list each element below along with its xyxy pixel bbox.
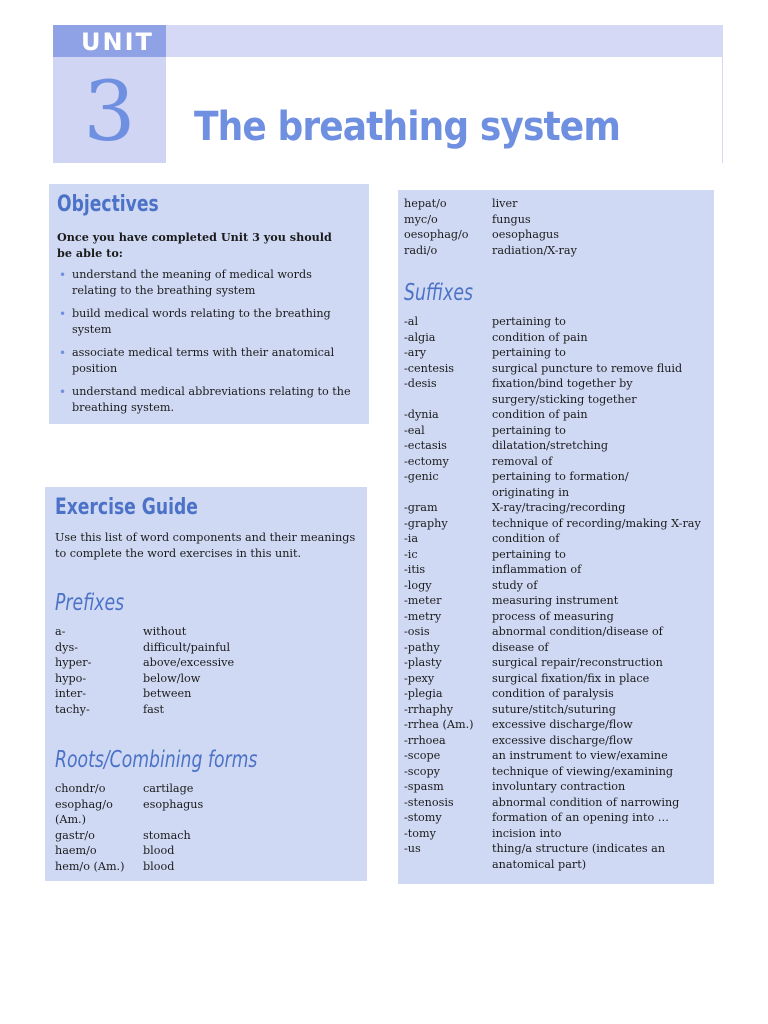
unit-label: UNIT xyxy=(53,25,166,57)
term-meaning: condition of paralysis xyxy=(492,687,614,700)
term: -tomy xyxy=(404,826,436,840)
term: -rrhea (Am.) xyxy=(404,718,474,731)
term: -gram xyxy=(404,501,438,514)
term: -pathy xyxy=(404,640,440,654)
term-meaning: without xyxy=(143,625,187,638)
roots-title: Roots/Combining forms xyxy=(55,747,258,773)
suffixes-title: Suffixes xyxy=(404,280,473,306)
term-row xyxy=(55,655,367,671)
term-meaning: cartilage xyxy=(143,782,194,795)
term-row xyxy=(55,702,367,718)
term: inter- xyxy=(55,687,87,700)
term-row xyxy=(55,781,367,797)
term: -logy xyxy=(404,578,432,592)
term-row xyxy=(404,686,714,702)
term-meaning: technique of viewing/examining xyxy=(492,764,674,778)
objective-item: • understand the meaning of medical words relating to the breathing system xyxy=(59,268,312,297)
term-meaning: fungus xyxy=(492,212,531,226)
term-meaning: an instrument to view/examine xyxy=(492,749,668,762)
term-row xyxy=(404,826,714,842)
term-row xyxy=(404,857,714,873)
term-row xyxy=(404,593,714,609)
term: haem/o xyxy=(55,844,97,857)
term-row xyxy=(404,810,714,826)
term: hepat/o xyxy=(404,197,447,210)
term-row xyxy=(404,361,714,377)
term: -dynia xyxy=(404,408,439,421)
term-meaning: involuntary contraction xyxy=(492,780,626,793)
term-meaning: abnormal condition/disease of xyxy=(492,625,663,638)
term: -rrhoea xyxy=(404,733,446,747)
term: -algia xyxy=(404,330,436,344)
term: -plegia xyxy=(404,687,443,700)
term: tachy- xyxy=(55,702,90,716)
term-row xyxy=(404,485,714,501)
term-meaning: blood xyxy=(143,844,175,857)
term-row xyxy=(404,500,714,516)
term-meaning: technique of recording/making X-ray xyxy=(492,516,701,530)
term-meaning: pertaining to xyxy=(492,423,566,437)
term: -genic xyxy=(404,470,439,483)
term-row xyxy=(404,454,714,470)
term-meaning: oesophagus xyxy=(492,228,559,241)
header-divider xyxy=(722,57,723,163)
term: -al xyxy=(404,315,419,328)
term: esophag/o xyxy=(55,797,113,811)
term-row xyxy=(404,345,714,361)
term-meaning: thing/a structure (indicates an xyxy=(492,842,666,855)
term-row xyxy=(404,196,714,212)
objectives-box xyxy=(49,184,369,424)
term: -scopy xyxy=(404,764,441,778)
term: (Am.) xyxy=(55,813,86,826)
term: -ectomy xyxy=(404,454,449,468)
term-meaning: disease of xyxy=(492,640,549,654)
bullet-icon: • xyxy=(59,307,67,321)
term: -desis xyxy=(404,377,437,390)
bullet-icon: • xyxy=(59,385,67,399)
term-row xyxy=(404,609,714,625)
term-row xyxy=(404,531,714,547)
exercise-guide-intro: Use this list of word components and their meanings to complete the word exercises in this unit. xyxy=(55,531,356,560)
term: -us xyxy=(404,842,421,855)
term-row xyxy=(404,438,714,454)
term: -spasm xyxy=(404,780,444,793)
term-meaning: measuring instrument xyxy=(492,594,619,607)
term-row xyxy=(404,795,714,811)
term-meaning: removal of xyxy=(492,454,553,468)
term: hyper- xyxy=(55,656,92,669)
term: -stenosis xyxy=(404,795,454,809)
term: -osis xyxy=(404,625,430,638)
term: dys- xyxy=(55,640,79,654)
term: -ic xyxy=(404,547,418,561)
term-row xyxy=(404,516,714,532)
term-row xyxy=(55,828,367,844)
term: -stomy xyxy=(404,811,442,824)
term-row xyxy=(404,376,714,392)
term: a- xyxy=(55,625,66,638)
term-row xyxy=(404,748,714,764)
bullet-icon: • xyxy=(59,268,67,282)
term-meaning: fast xyxy=(143,702,165,716)
term: -graphy xyxy=(404,516,448,530)
term-row xyxy=(55,671,367,687)
term-row xyxy=(404,407,714,423)
term-meaning: surgical fixation/fix in place xyxy=(492,671,650,685)
term-row xyxy=(404,671,714,687)
term-meaning: blood xyxy=(143,859,175,873)
term-row xyxy=(404,841,714,857)
term-meaning: liver xyxy=(492,197,518,210)
term-meaning: surgery/sticking together xyxy=(492,392,637,406)
term-row xyxy=(404,243,714,259)
term-meaning: process of measuring xyxy=(492,609,614,623)
unit-number: 3 xyxy=(53,57,166,163)
term: hypo- xyxy=(55,671,87,685)
term-meaning: radiation/X-ray xyxy=(492,243,577,257)
term-row xyxy=(55,812,367,828)
term: -scope xyxy=(404,749,441,762)
term-row xyxy=(404,314,714,330)
term-meaning: surgical puncture to remove fluid xyxy=(492,361,683,375)
term xyxy=(404,392,492,408)
term-meaning: fixation/bind together by xyxy=(492,377,633,390)
suffixes-list xyxy=(404,314,714,872)
term: -itis xyxy=(404,563,426,576)
term-row xyxy=(404,733,714,749)
term-meaning: below/low xyxy=(143,671,201,685)
word-components-panel xyxy=(398,190,714,884)
term-meaning: condition of xyxy=(492,532,560,545)
term-meaning: difficult/painful xyxy=(143,640,231,654)
term-row xyxy=(55,640,367,656)
page-title: The breathing system xyxy=(194,104,620,150)
term-row xyxy=(404,655,714,671)
term-meaning: formation of an opening into … xyxy=(492,811,669,824)
term: -pexy xyxy=(404,671,435,685)
term-meaning: pertaining to xyxy=(492,315,566,328)
term-row xyxy=(55,843,367,859)
term: -meter xyxy=(404,594,442,607)
term-meaning: condition of pain xyxy=(492,408,588,421)
term-row xyxy=(404,624,714,640)
term: oesophag/o xyxy=(404,228,469,241)
exercise-guide-title: Exercise Guide xyxy=(55,495,198,520)
term: -rrhaphy xyxy=(404,702,454,716)
term-row xyxy=(404,764,714,780)
term-meaning: abnormal condition of narrowing xyxy=(492,795,680,809)
term: myc/o xyxy=(404,212,438,226)
term: -centesis xyxy=(404,361,455,375)
term: -ary xyxy=(404,346,427,359)
term-meaning: surgical repair/reconstruction xyxy=(492,656,663,669)
term-row xyxy=(404,562,714,578)
term-row xyxy=(404,578,714,594)
prefixes-title: Prefixes xyxy=(55,590,125,616)
term-meaning: pertaining to xyxy=(492,346,566,359)
term: -eal xyxy=(404,423,425,437)
term: hem/o (Am.) xyxy=(55,859,125,873)
term-meaning: esophagus xyxy=(143,797,204,811)
term-row xyxy=(404,423,714,439)
term-meaning: pertaining to formation/ xyxy=(492,470,629,483)
roots-continued-list xyxy=(404,196,714,258)
term-row xyxy=(404,212,714,228)
term-meaning: dilatation/stretching xyxy=(492,439,609,452)
term-meaning: excessive discharge/flow xyxy=(492,733,633,747)
term-row xyxy=(404,227,714,243)
term-meaning: suture/stitch/suturing xyxy=(492,702,616,716)
term: -metry xyxy=(404,609,442,623)
term-row xyxy=(404,640,714,656)
term-meaning: originating in xyxy=(492,485,570,499)
term-meaning: stomach xyxy=(143,828,191,842)
objective-item: • build medical words relating to the breathing system xyxy=(59,307,331,336)
term-meaning xyxy=(143,812,367,828)
term-row xyxy=(404,779,714,795)
term-row xyxy=(404,392,714,408)
objective-item: • understand medical abbreviations relating to the breathing system. xyxy=(59,385,351,414)
term-meaning: inflammation of xyxy=(492,563,582,576)
term-row xyxy=(404,330,714,346)
term-meaning: condition of pain xyxy=(492,330,588,344)
term-meaning: study of xyxy=(492,578,538,592)
term-meaning: incision into xyxy=(492,826,562,840)
roots-list xyxy=(55,781,367,874)
term: gastr/o xyxy=(55,828,95,842)
term-row xyxy=(404,717,714,733)
term: chondr/o xyxy=(55,782,106,795)
term-row xyxy=(55,686,367,702)
term xyxy=(404,857,492,873)
term-meaning: between xyxy=(143,687,192,700)
objectives-intro: Once you have completed Unit 3 you should be able to: xyxy=(57,230,332,260)
objective-item: • associate medical terms with their anatomical position xyxy=(59,346,335,375)
objectives-list xyxy=(57,267,352,416)
term-meaning: X-ray/tracing/recording xyxy=(492,501,626,514)
objectives-title: Objectives xyxy=(57,192,159,217)
term: radi/o xyxy=(404,243,438,257)
term-meaning: anatomical part) xyxy=(492,857,587,871)
term: -ectasis xyxy=(404,439,447,452)
term-meaning: above/excessive xyxy=(143,656,235,669)
term-row xyxy=(404,702,714,718)
term: -ia xyxy=(404,532,419,545)
term-row xyxy=(55,797,367,813)
term: -plasty xyxy=(404,656,442,669)
exercise-guide-box xyxy=(45,487,367,881)
term xyxy=(404,485,492,501)
term-meaning: pertaining to xyxy=(492,547,566,561)
term-row xyxy=(55,859,367,875)
prefixes-list xyxy=(55,624,367,717)
term-row xyxy=(404,469,714,485)
term-row xyxy=(404,547,714,563)
term-meaning: excessive discharge/flow xyxy=(492,718,633,731)
term-row xyxy=(55,624,367,640)
bullet-icon: • xyxy=(59,346,67,360)
